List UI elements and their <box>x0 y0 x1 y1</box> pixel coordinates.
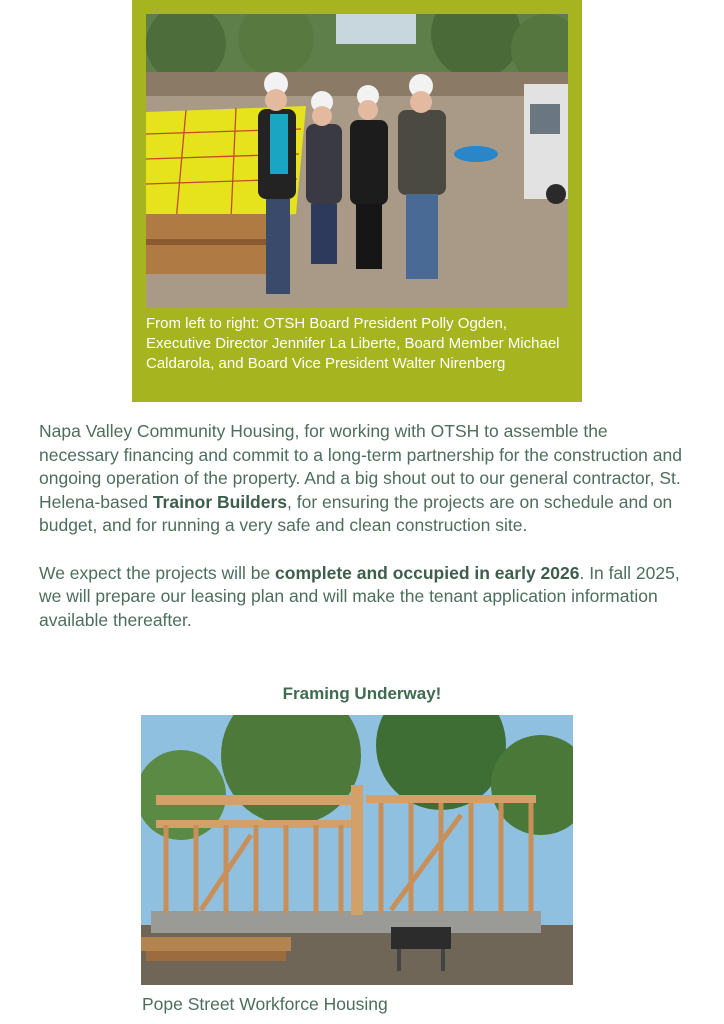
framing-photo <box>141 715 573 985</box>
group-photo-construction-site <box>146 14 568 308</box>
completion-date: complete and occupied in early 2026 <box>275 562 580 583</box>
photo-caption: From left to right: OTSH Board President Polly Ogden, Executive Director Jennifer La Liberte, Board Member Michael Caldarola, and Board Vice President Walter Nirenberg <box>146 315 560 372</box>
timeline-paragraph: We expect the projects will be complete and occupied in early 2026. In fall 2025, we will prepare our leasing plan and will make the tenant application information available thereafter. <box>39 562 680 630</box>
article-body <box>39 420 689 632</box>
contractor-name: Trainor Builders <box>152 491 288 512</box>
acknowledgement-paragraph: Napa Valley Community Housing, for working with OTSH to assemble the necessary financing and commit to a long-term partnership for the construction and ongoing operation of the property. And a big shout out to our general contractor, St. Helena-based Trainor Builders, for ensuring the projects are on schedule and on budget, and for running a very safe and clean construction site. <box>39 421 682 536</box>
section-heading: Framing Underway! <box>282 684 442 703</box>
framing-photo-caption: Pope Street Workforce Housing <box>142 994 388 1014</box>
photo-card <box>132 0 582 402</box>
